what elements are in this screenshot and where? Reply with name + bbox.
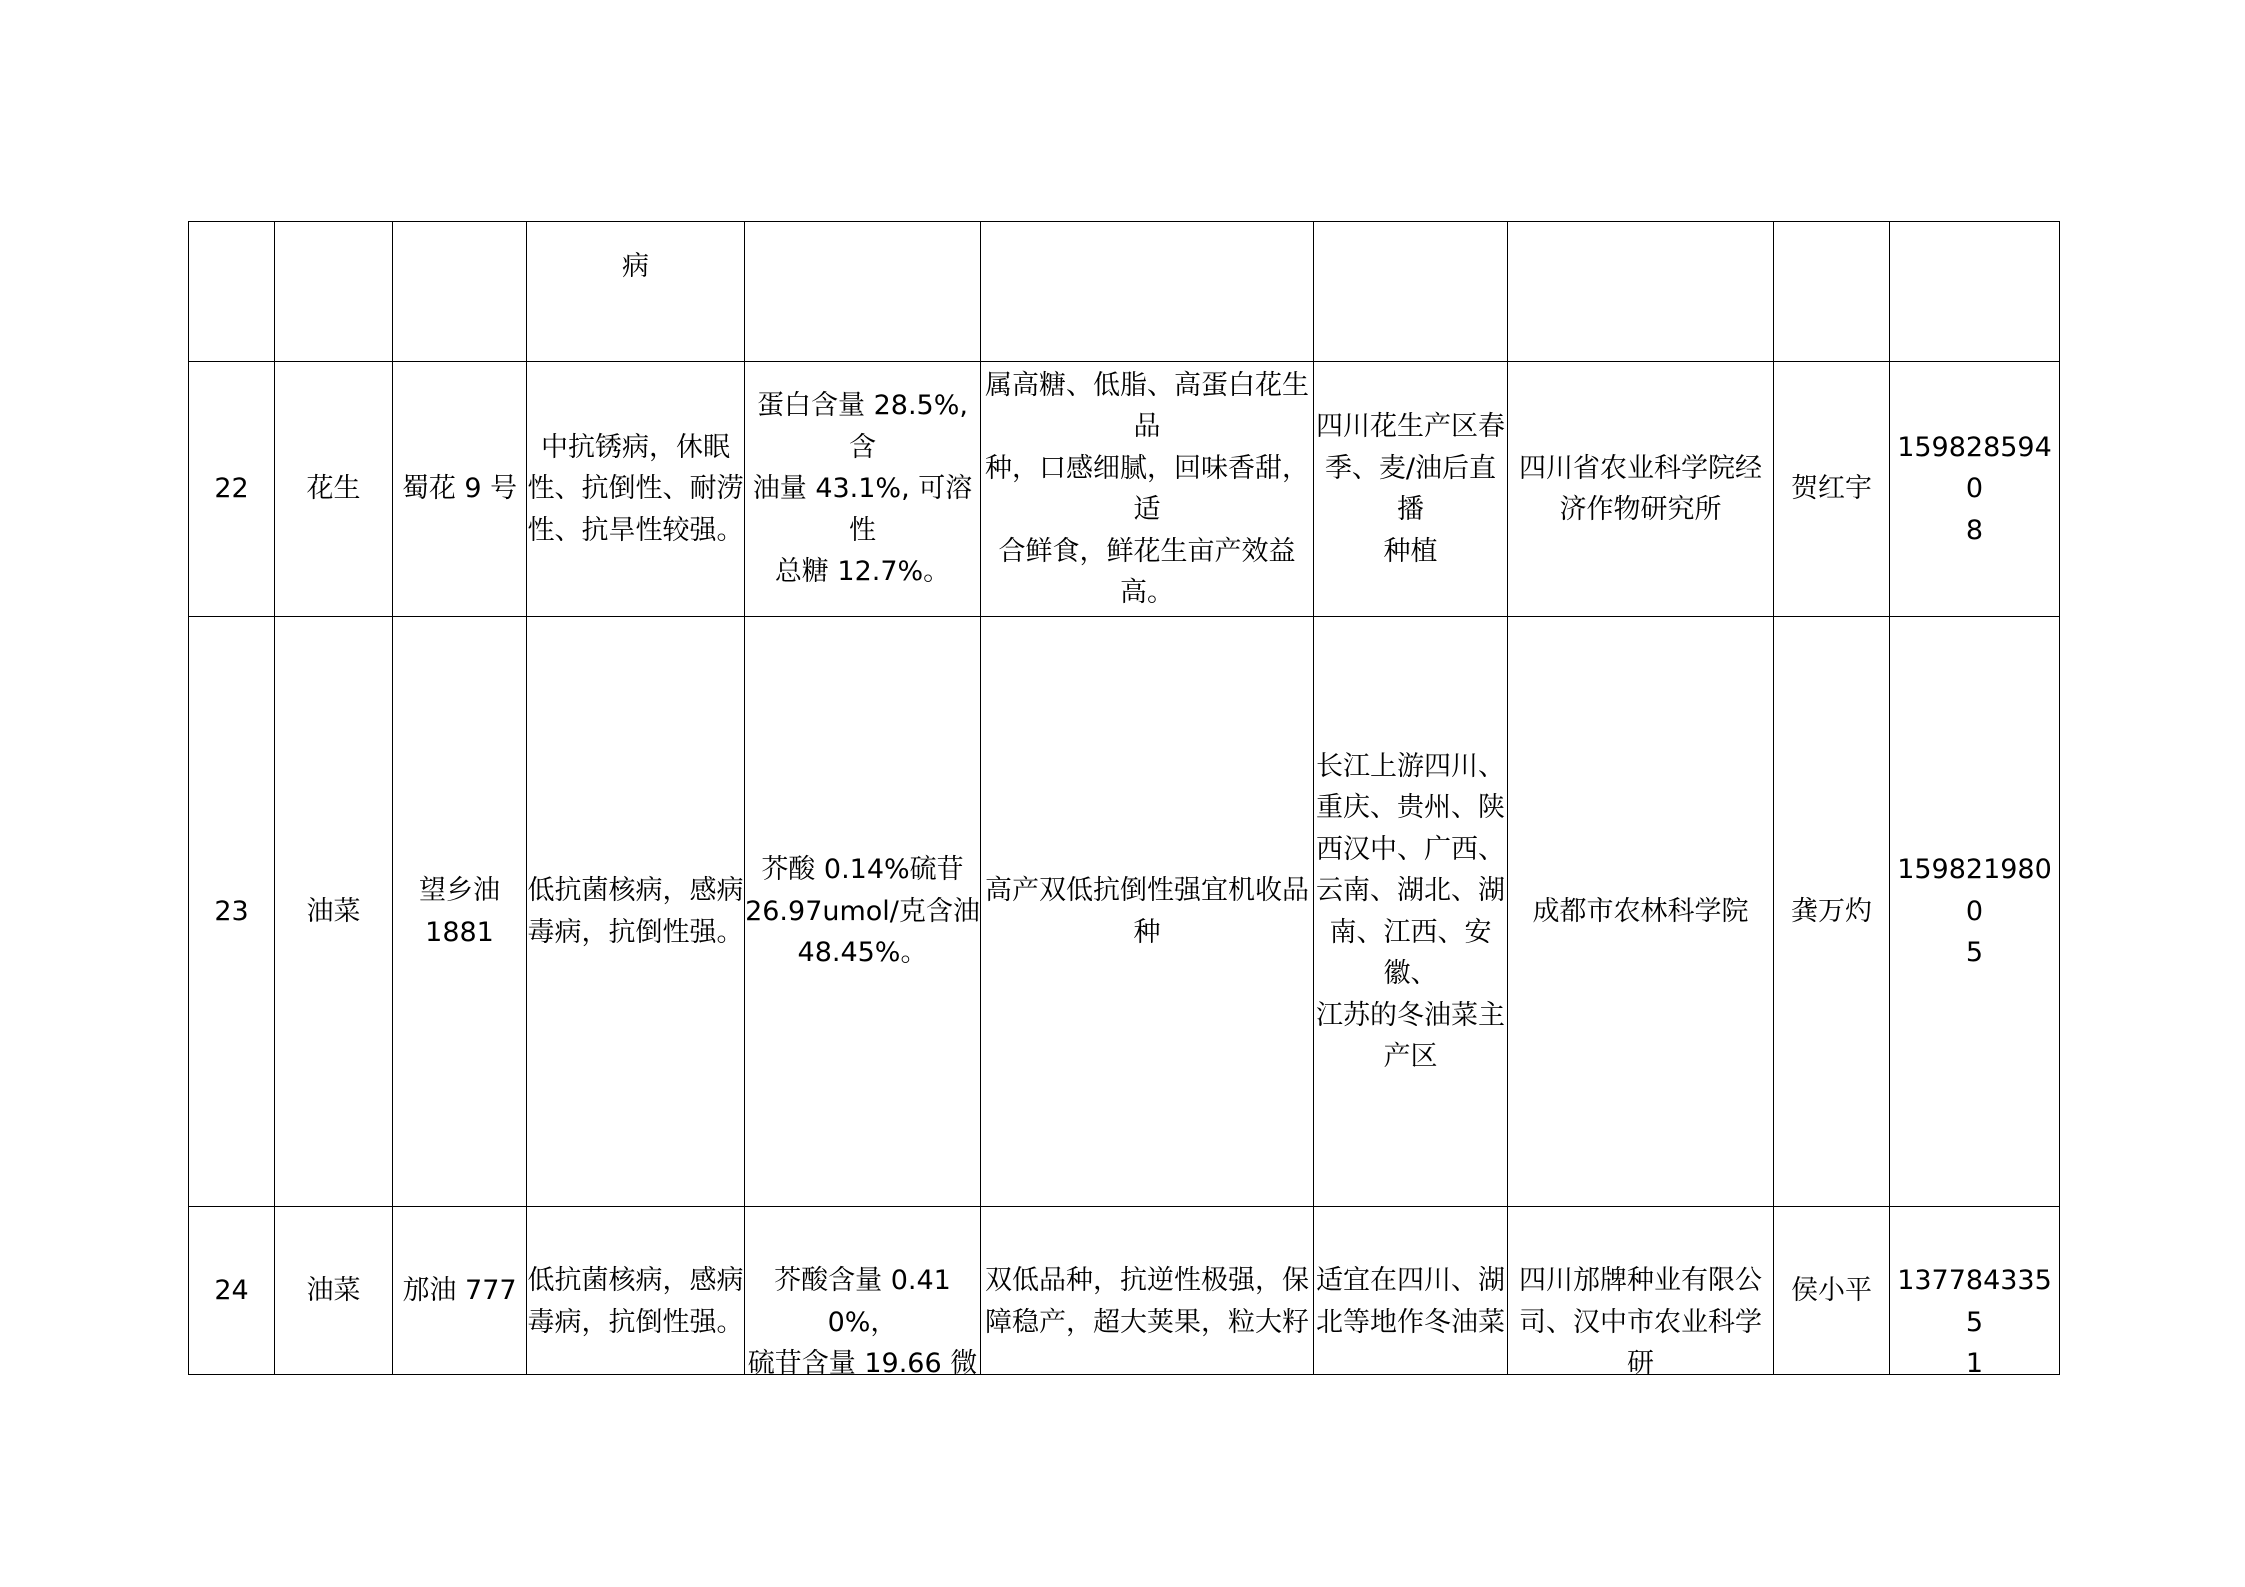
table-row bbox=[189, 617, 2060, 1207]
cell-variety bbox=[393, 222, 527, 362]
cell-region bbox=[1314, 222, 1508, 362]
cell-crop: 油菜 bbox=[275, 1207, 393, 1375]
cell-variety: 蜀花 9 号 bbox=[393, 362, 527, 617]
cell-region: 适宜在四川、湖 北等地作冬油菜 bbox=[1314, 1207, 1508, 1375]
variety-table bbox=[188, 221, 2060, 1379]
cell-contact: 龚万灼 bbox=[1774, 617, 1890, 1207]
cell-resistance: 低抗菌核病，感病 毒病，抗倒性强。 bbox=[527, 1207, 745, 1375]
cell-unit bbox=[1508, 222, 1774, 362]
cell-phone: 1598219800 5 bbox=[1890, 617, 2060, 1207]
cell-phone: 1598285940 8 bbox=[1890, 362, 2060, 617]
cell-region: 四川花生产区春 季、麦/油后直播 种植 bbox=[1314, 362, 1508, 617]
table-row bbox=[189, 362, 2060, 617]
cell-crop: 花生 bbox=[275, 362, 393, 617]
cell-no: 23 bbox=[189, 617, 275, 1207]
cell-features bbox=[981, 222, 1314, 362]
cell-variety: 邡油 777 bbox=[393, 1207, 527, 1375]
cell-no bbox=[189, 222, 275, 362]
cell-region: 长江上游四川、 重庆、贵州、陕 西汉中、广西、 云南、湖北、湖 南、江西、安徽、 江苏的冬油菜主 产区 bbox=[1314, 617, 1508, 1207]
table-row bbox=[189, 222, 2060, 362]
cell-resistance: 中抗锈病，休眠 性、抗倒性、耐涝 性、抗旱性较强。 bbox=[527, 362, 745, 617]
cell-no: 22 bbox=[189, 362, 275, 617]
cell-resistance: 病 bbox=[527, 222, 745, 362]
cell-crop bbox=[275, 222, 393, 362]
cell-no: 24 bbox=[189, 1207, 275, 1375]
table-row bbox=[189, 1207, 2060, 1375]
cell-unit: 四川邡牌种业有限公 司、汉中市农业科学研 bbox=[1508, 1207, 1774, 1375]
cell-quality bbox=[745, 222, 981, 362]
cell-contact: 侯小平 bbox=[1774, 1207, 1890, 1375]
cell-crop: 油菜 bbox=[275, 617, 393, 1207]
cell-quality: 蛋白含量 28.5%, 含 油量 43.1%, 可溶性 总糖 12.7%。 bbox=[745, 362, 981, 617]
cell-features: 属高糖、低脂、高蛋白花生品 种，口感细腻，回味香甜，适 合鲜食，鲜花生亩产效益高。 bbox=[981, 362, 1314, 617]
cell-resistance: 低抗菌核病，感病 毒病，抗倒性强。 bbox=[527, 617, 745, 1207]
cell-features: 高产双低抗倒性强宜机收品 种 bbox=[981, 617, 1314, 1207]
cell-unit: 四川省农业科学院经 济作物研究所 bbox=[1508, 362, 1774, 617]
cell-features: 双低品种，抗逆性极强，保 障稳产，超大荚果，粒大籽 bbox=[981, 1207, 1314, 1375]
cell-phone bbox=[1890, 222, 2060, 362]
cell-quality: 芥酸含量 0.410%， 硫苷含量 19.66 微 bbox=[745, 1207, 981, 1375]
cell-quality: 芥酸 0.14%硫苷 26.97umol/克含油 48.45%。 bbox=[745, 617, 981, 1207]
cell-contact bbox=[1774, 222, 1890, 362]
cell-variety: 望乡油 1881 bbox=[393, 617, 527, 1207]
cell-contact: 贺红宇 bbox=[1774, 362, 1890, 617]
cell-phone: 1377843355 1 bbox=[1890, 1207, 2060, 1375]
cell-unit: 成都市农林科学院 bbox=[1508, 617, 1774, 1207]
